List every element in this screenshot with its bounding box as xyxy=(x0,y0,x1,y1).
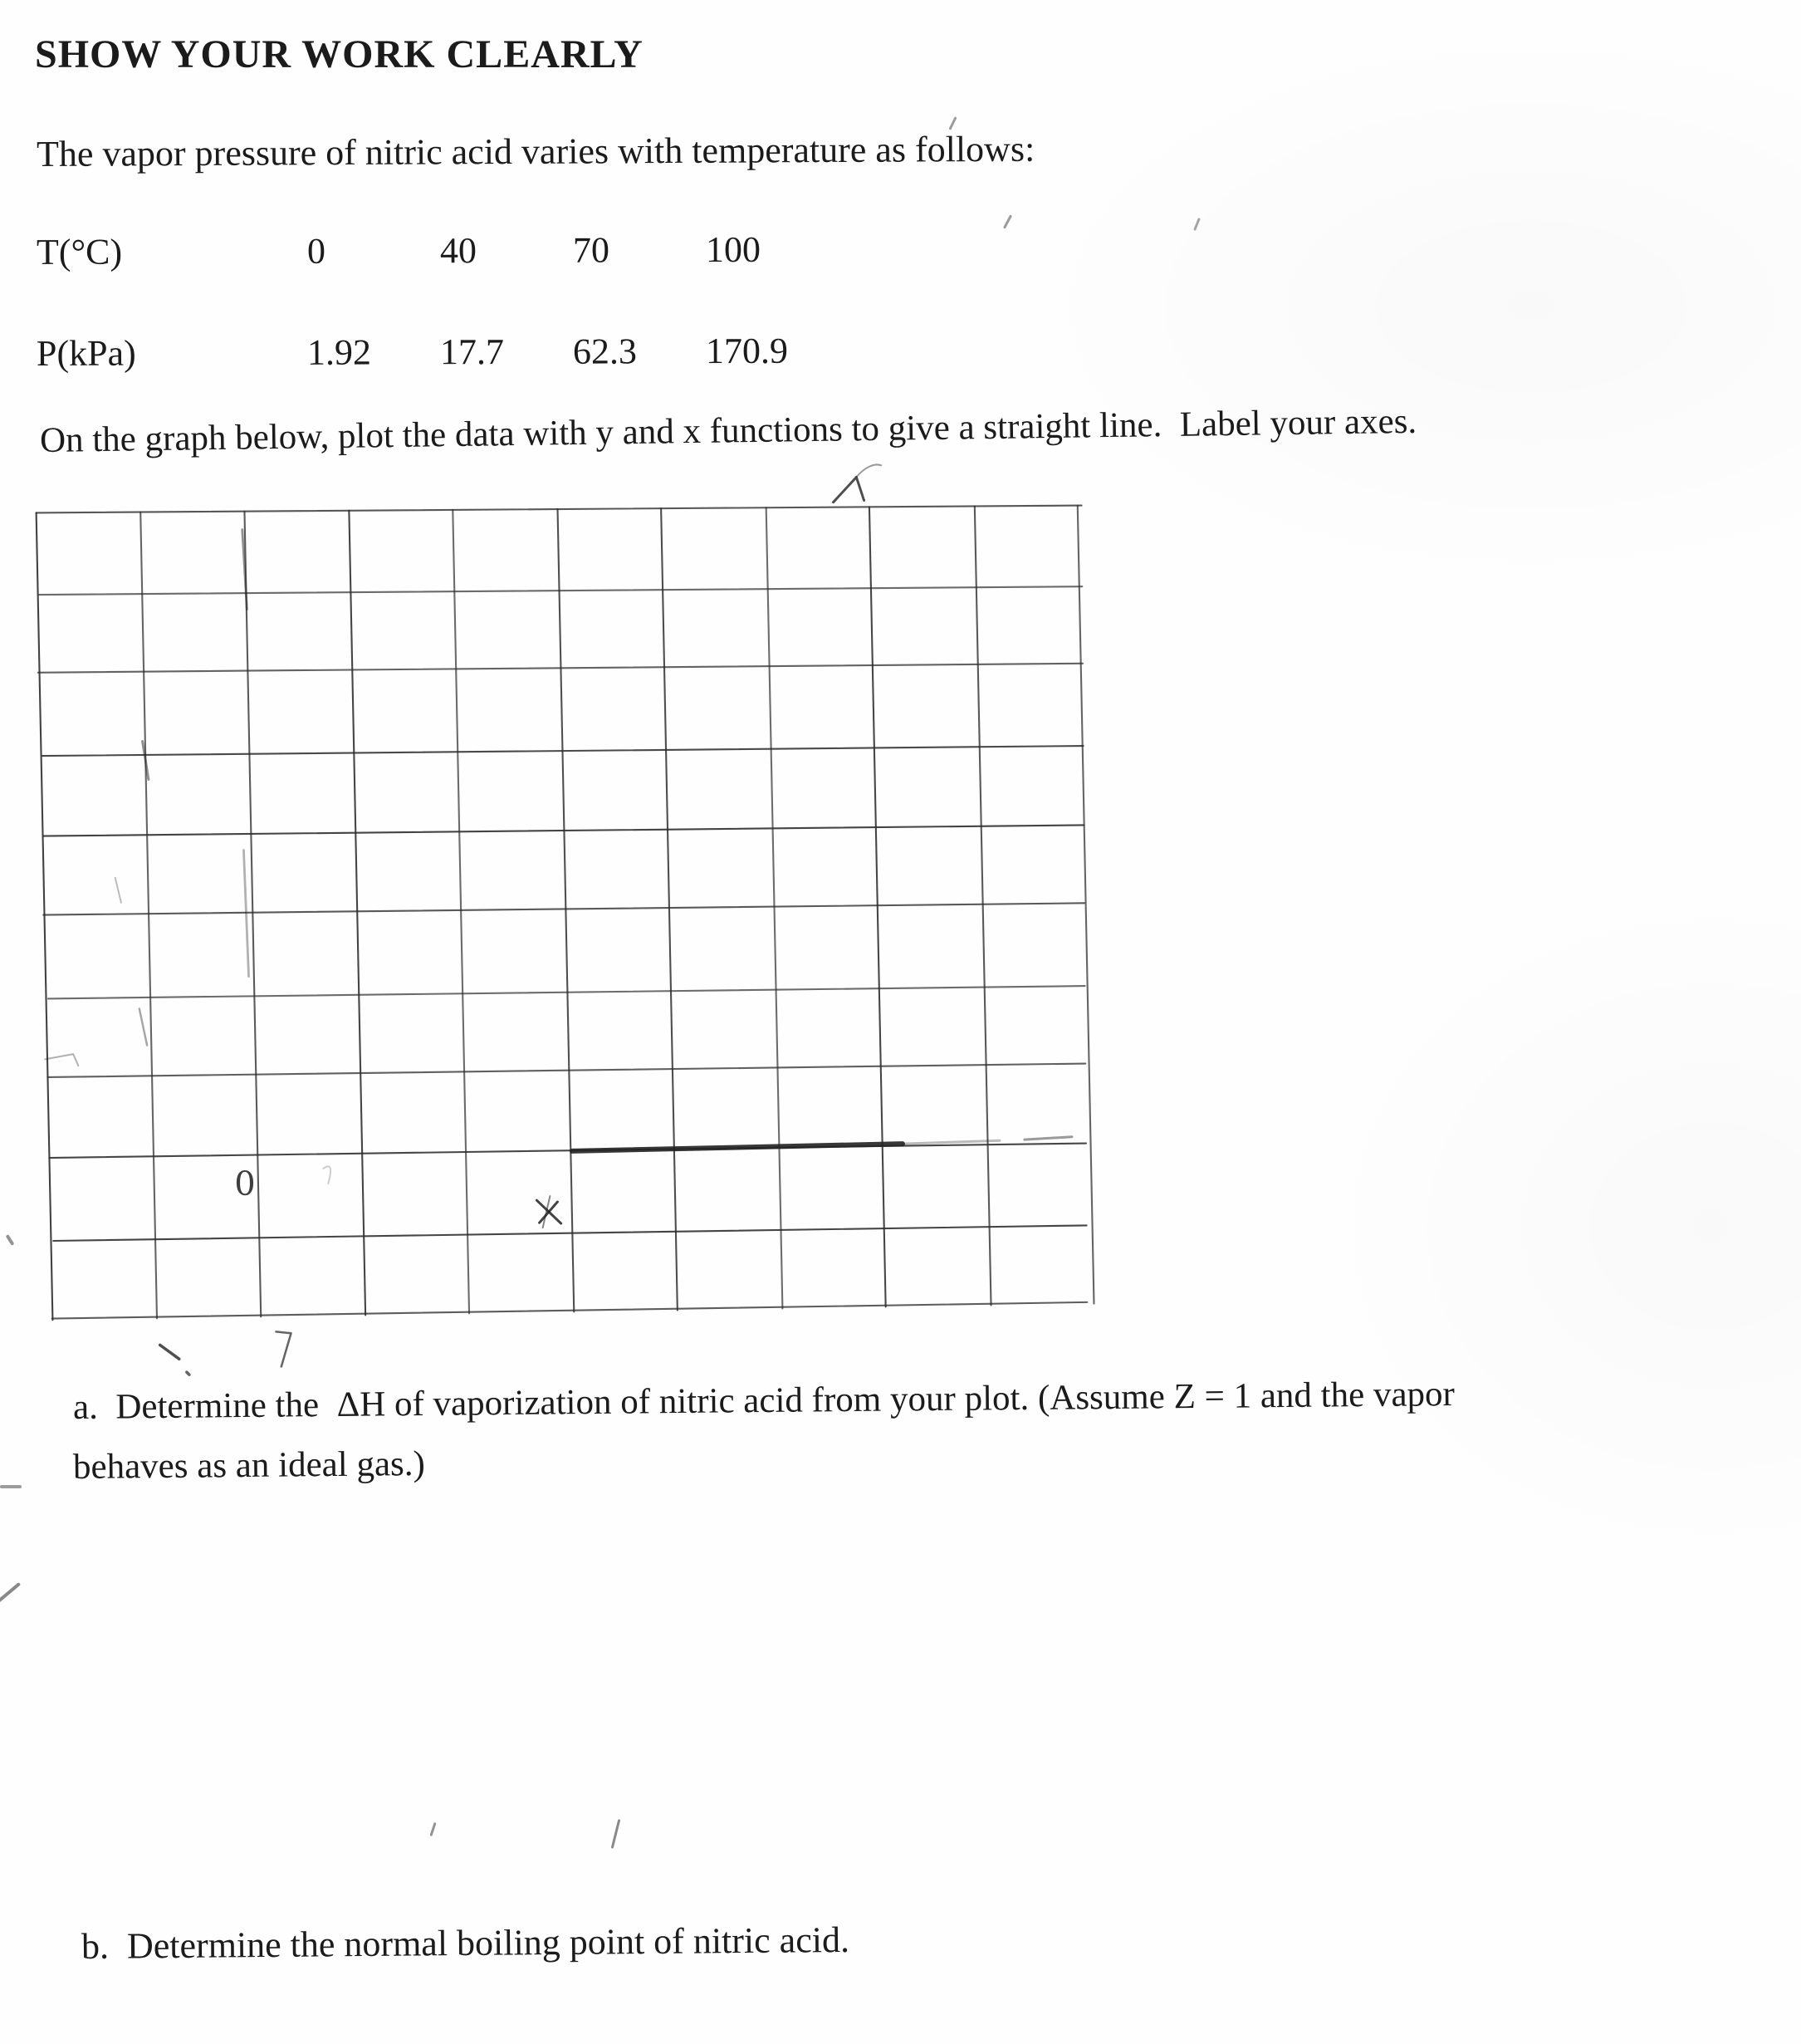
scan-artifact xyxy=(1003,214,1012,228)
scan-artifact xyxy=(0,1485,22,1488)
pencil-mark xyxy=(139,1008,147,1045)
grid-line xyxy=(140,512,157,1318)
grid-line xyxy=(47,1064,1085,1077)
table-value: 17.7 xyxy=(439,331,505,373)
scan-artifact xyxy=(429,1822,436,1836)
graph-paper-svg xyxy=(37,506,1084,1321)
question-a-line1: a. Determine the ΔH of vaporization of nitric acid from your plot. (Assume Z = 1 and the vapor xyxy=(72,1375,1456,1427)
origin-label: 0 xyxy=(234,1164,256,1203)
grid-line xyxy=(975,506,991,1305)
pencil-mark xyxy=(160,1345,179,1359)
instruction-text: On the graph below, plot the data with y and x functions to give a straight line. Label your axes. xyxy=(39,401,1417,460)
table-value: 70 xyxy=(572,229,610,271)
grid-line xyxy=(661,508,678,1310)
grid-line xyxy=(43,903,1084,914)
pencil-mark xyxy=(277,1331,291,1366)
table-value: 62.3 xyxy=(572,331,638,372)
pencil-mark xyxy=(45,1054,78,1066)
pencil-mark xyxy=(903,1140,1000,1144)
grid-line xyxy=(37,506,1082,513)
grid-line xyxy=(53,1225,1087,1241)
table-value: 100 xyxy=(705,228,761,271)
scan-artifact xyxy=(1193,218,1201,231)
pencil-mark xyxy=(1025,1137,1072,1140)
table-value: 40 xyxy=(439,230,477,272)
table-value: 170.9 xyxy=(705,330,789,372)
grid-lines xyxy=(37,506,1094,1321)
pencil-mark xyxy=(833,477,864,502)
pencil-mark xyxy=(856,464,881,477)
grid-line xyxy=(1078,506,1094,1304)
row-label-temperature: T(°C) xyxy=(36,231,123,272)
grid-line xyxy=(52,1302,1088,1319)
grid-line xyxy=(49,1144,1086,1159)
scan-artifact xyxy=(611,1819,621,1849)
grid-line xyxy=(349,511,365,1316)
pencil-mark xyxy=(115,878,121,903)
pencil-mark xyxy=(572,1144,903,1151)
pencil-mark xyxy=(187,1372,189,1375)
scan-artifact xyxy=(6,1234,15,1246)
grid-line xyxy=(558,509,575,1312)
grid-line xyxy=(869,507,886,1306)
intro-text: The vapor pressure of nitric acid varies with temperature as follows: xyxy=(36,128,1035,174)
page-title: SHOW YOUR WORK CLEARLY xyxy=(35,32,644,76)
scan-artifact xyxy=(0,1582,21,1604)
grid-line xyxy=(766,507,783,1308)
pencil-mark xyxy=(323,1166,330,1184)
grid-line xyxy=(37,512,53,1320)
question-b: b. Determine the normal boiling point of nitric acid. xyxy=(81,1919,850,1967)
table-value: 0 xyxy=(306,230,326,272)
table-row-pressure xyxy=(37,330,839,375)
grid-line xyxy=(453,510,469,1314)
table-row-temperature xyxy=(37,228,839,273)
row-label-pressure: P(kPa) xyxy=(36,332,136,374)
graph-grid xyxy=(37,506,1084,1321)
table-value: 1.92 xyxy=(306,331,372,373)
question-a-line2: behaves as an ideal gas.) xyxy=(72,1444,426,1487)
grid-line xyxy=(39,586,1082,595)
